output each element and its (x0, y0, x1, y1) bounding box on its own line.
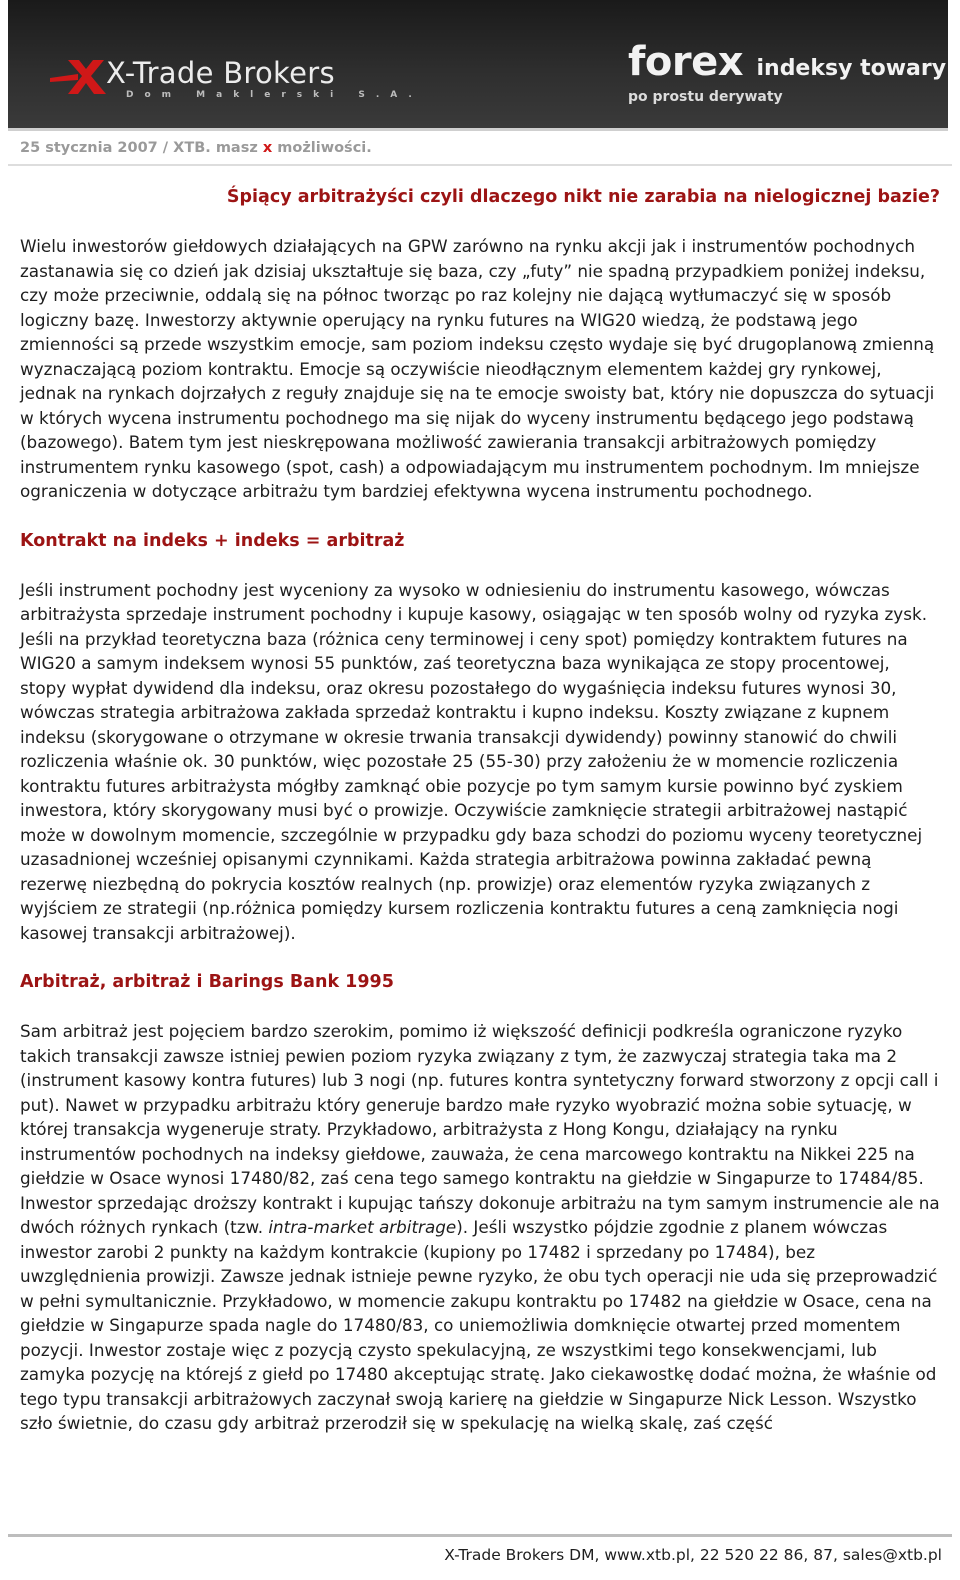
dateline-suffix: możliwości. (272, 140, 372, 156)
logo-subtitle: Dom Maklerski S.A. (126, 90, 423, 100)
spacer (20, 504, 940, 528)
emphasized-term: intra-market arbitrage (268, 1217, 457, 1237)
paragraph-text: ). Jeśli wszystko pójdzie zgodnie z planem wówczas inwestor zarobi 2 punkty na każdym kontrakcie (kupiony po 17482 i sprzedany po 17484), bez uwzględnienia prowizji. Zawsze jednak istnieje pewne ryzyko, że obu tych operacji nie uda się przeprowadzić w pełni symultanicznie. Przykładowo, w momencie zakupu kontraktu po 17482 na giełdzie w Osace, cena na giełdzie w Singapurze spada nagle do 17480/83, co uniemożliwia domknięcie otwartej przed momentem pozycji. Inwestor zostaje więc z pozycją czysto spekulacyjną, ze wszystkimi tego konsekwencjami, lub zamyka pozycję na którejś z giełd po 17480 akceptując stratę. Jako ciekawostkę dodać można, że właśnie od tego typu transakcji arbitrażowych zaczynał swoją karierę na giełdzie w Singapurze Nick Lesson. Wszystko szło świetnie, do czasu gdy arbitraż przerodził się w spekulację na wielką skalę, zaś część (20, 1217, 938, 1433)
footer-divider (8, 1534, 952, 1537)
dateline (20, 140, 372, 156)
dateline-x-mark: x (262, 140, 273, 156)
brand-block (628, 39, 948, 106)
footer-contact: X-Trade Brokers DM, www.xtb.pl, 22 520 22 86, 87, sales@xtb.pl (444, 1546, 942, 1564)
intro-paragraph: Wielu inwestorów giełdowych działających na GPW zarówno na rynku akcji jak i instrumentów pochodnych zastanawia się co dzień jak dzisiaj ukształtuje się baza, czy „futy” nie spadną przypadkiem poniżej indeksu, czy może przeciwnie, oddalą się na północ tworząc po raz kolejny nie dającą wytłumaczyć się w sposób logiczny bazę. Inwestorzy aktywnie operujący na rynku futures na WIG20 wiedzą, że podstawą jego zmienności są przede wszystkim emocje, sam poziom indeksu często wydaje się być drugoplanową zmienną wyznaczającą poziom kontraktu. Emocje są oczywiście nieodłącznym elementem każdej gry rynkowej, jednak na rynkach dojrzałych z reguły znajduje się na te emocje swoisty bat, który nie dopuszcza do sytuacji w których wycena instrumentu pochodnego ma się nijak do wyceny instrumentu będącego jego podstawą (bazowego). Batem tym jest nieskrępowana możliwość zawierania transakcji arbitrażowych pomiędzy instrumentem rynku kasowego (spot, cash) a odpowiadającym mu instrumentem pochodnym. Im mniejsze ograniczenia w dotyczące arbitrażu tym bardziej efektywna wycena instrumentu pochodnego. (20, 236, 935, 501)
brand-main: forex (628, 39, 744, 85)
header-divider (8, 128, 948, 131)
paragraph-text: Sam arbitraż jest pojęciem bardzo szerokim, pomimo iż większość definicji podkreśla ograniczone ryzyko takich transakcji zawsze istniej pewien poziom ryzyka związany z tym, że zazwyczaj strategia taka ma 2 (instrument kasowy kontra futures) lub 3 nogi (np. futures kontra syntetyczny forward stworzony z opcji call i put). Nawet w przypadku arbitrażu który generuje bardzo małe ryzyko wyobrazić można sobie sytuację, w której transakcja wygeneruje straty. Przykładowo, arbitrażysta z Hong Kongu, działający na rynku instrumentów pochodnych na indeksy giełdowe, zauważa, że cena marcowego kontraktu na Nikkei 225 na giełdzie w Osace wynosi 17480/82, zaś cena tego samego kontraktu na giełdzie w Singapurze to 17484/85. Inwestor sprzedając droższy kontrakt i kupując tańszy dokonuje arbitrażu na tym samym instrumencie ale na dwóch różnych rynkach (tzw. (20, 1021, 940, 1237)
logo-name: X-Trade Brokers (106, 56, 335, 90)
spacer (20, 995, 940, 1019)
header-banner (8, 0, 948, 128)
x-logo-icon (48, 52, 110, 104)
dateline-prefix: 25 stycznia 2007 / XTB. masz (20, 140, 263, 156)
xtb-logo (48, 52, 423, 108)
dateline-divider (8, 164, 952, 166)
spacer (20, 945, 940, 969)
section-heading-barings: Arbitraż, arbitraż i Barings Bank 1995 (20, 972, 394, 992)
brand-tagline: po prostu derywaty (628, 89, 783, 105)
article (20, 184, 940, 1436)
section-paragraph-barings (20, 1019, 940, 1436)
brand-line (628, 39, 948, 89)
article-title: Śpiący arbitrażyści czyli dlaczego nikt nie zarabia na nielogicznej bazie? (226, 187, 940, 207)
section-heading-contract: Kontrakt na indeks + indeks = arbitraż (20, 530, 405, 551)
section-paragraph-contract: Jeśli instrument pochodny jest wyceniony za wysoko w odniesieniu do instrumentu kasowego, wówczas arbitrażysta sprzedaje instrument pochodny i kupuje kasowy, osiągając w ten sposób wolny od ryzyka zysk. Jeśli na przykład teoretyczna baza (różnica ceny terminowej i ceny spot) pomiędzy kontraktem futures na WIG20 a samym indeksem wynosi 55 punktów, zaś teoretyczna baza wynikająca ze stopy procentowej, stopy wypłat dywidend dla indeksu, oraz okresu pozostałego do wygaśnięcia indeksu futures wynosi 30, wówczas strategia arbitrażowa zakłada sprzedaż kontraktu i kupno indeksu. Koszty związane z kupnem indeksu (skorygowane o otrzymane w okresie trwania transakcji dywidendy) powinny stanowić do chwili rozliczenia właśnie ok. 30 punktów, więc pozostałe 25 (55-30) przy założeniu że w momencie rozliczenia kontraktu futures arbitrażysta mógłby zamknąć obie pozycje po tym samym kursie powinno być zyskiem inwestora, który skorygowany musi być o prowizje. Oczywiście zamknięcie strategii arbitrażowej nastąpić może w dowolnym momencie, szczególnie w przypadku gdy baza schodzi do poziomu wyceny teoretycznej uzasadnionej wcześniej opisanymi czynnikami. Każda strategia arbitrażowa powinna zakładać pewną rezerwę niezbędną do pokrycia kosztów realnych (np. prowizje) oraz elementów ryzyka związanych z wyjściem ze strategii (np.różnica pomiędzy kursem rozliczenia kontraktu futures a ceną zamknięcia nogi kasowej transakcji arbitrażowej). (20, 579, 928, 943)
spacer (20, 210, 940, 234)
brand-rest: indeksy towary (756, 56, 947, 81)
spacer (20, 554, 940, 578)
